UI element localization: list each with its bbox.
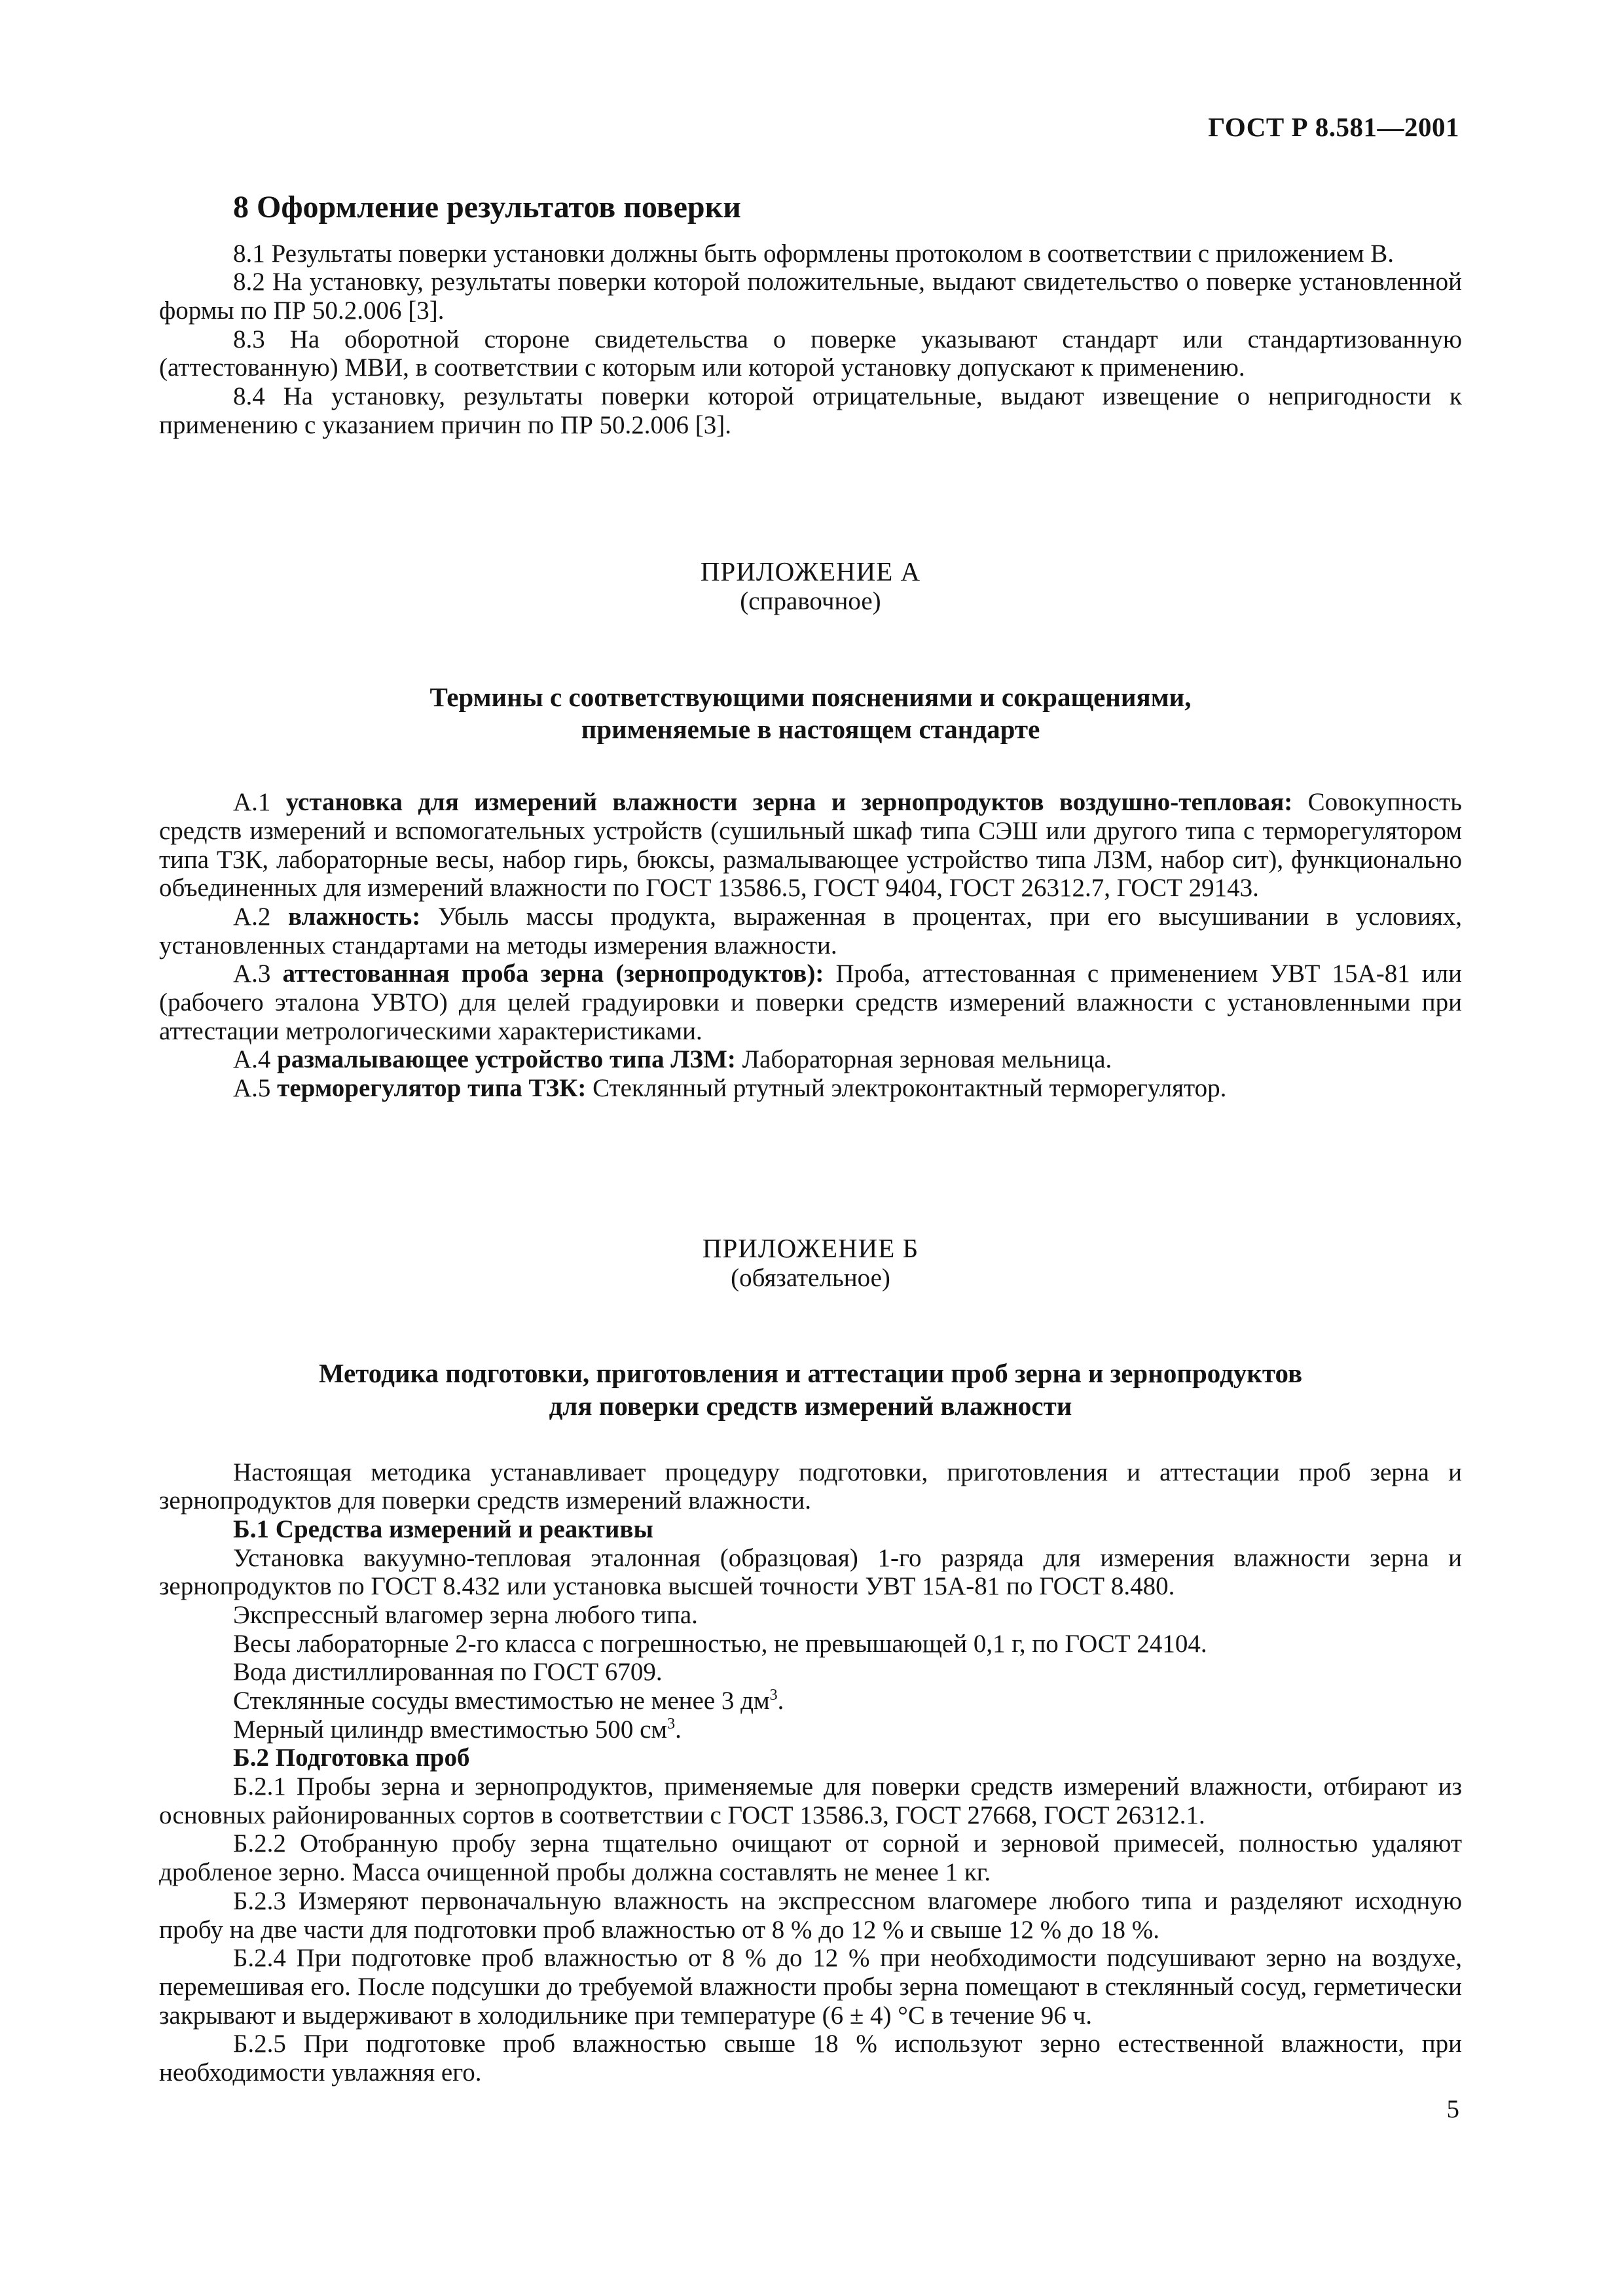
paragraph-b1-2: Экспрессный влагомер зерна любого типа. bbox=[233, 1601, 698, 1630]
term-definition: Стеклянный ртутный электроконтактный терморегулятор. bbox=[593, 1074, 1227, 1103]
appendix-b-title-line2: для поверки средств измерений влажности bbox=[549, 1390, 1072, 1421]
term-number: А.1 bbox=[233, 788, 271, 817]
paragraph-8-1: 8.1 Результаты поверки установки должны быть оформлены протоколом в соответствии с приложением В. bbox=[233, 239, 1395, 268]
term-number: А.3 bbox=[233, 960, 271, 988]
term-name: влажность: bbox=[287, 903, 421, 931]
appendix-a-title-line1: Термины с соответствующими пояснениями и сокращениями, bbox=[429, 682, 1192, 713]
paragraph-b1-6 bbox=[159, 1715, 1462, 1744]
term-a2 bbox=[159, 903, 1462, 960]
term-number: А.5 bbox=[233, 1074, 271, 1103]
paragraph-b2-4: Б.2.4 При подготовке проб влажностью от 8 % до 12 % при необходимости подсушивают зерно на воздухе, перемешивая его. После подсушки до требуемой влажности пробы зерна помещают в стеклянный сосуд, герметически закрывают и выдерживают в холодильнике при температуре (6 ± 4) °С в течение 96 ч. bbox=[159, 1944, 1462, 2030]
term-definition: Убыль массы продукта, выраженная в процентах, при его высушивании в условиях, установленных стандартами на методы измерения влажности. bbox=[159, 903, 1463, 960]
paragraph-b2-1: Б.2.1 Пробы зерна и зернопродуктов, применяемые для поверки средств измерений влажности, отбирают из основных районированных сортов в соответствии с ГОСТ 13586.3, ГОСТ 27668, ГОСТ 26312.1. bbox=[159, 1772, 1462, 1829]
section-b2-heading: Б.2 Подготовка проб bbox=[233, 1744, 470, 1772]
term-name: терморегулятор типа ТЗК: bbox=[277, 1074, 587, 1103]
period: . bbox=[777, 1687, 784, 1715]
term-definition: Совокупность средств измерений и вспомогательных устройств (сушильный шкаф типа СЭШ или другого типа с терморегулятором типа ТЗК, лабораторные весы, набор гирь, бюксы, размалывающее устройство типа ЛЗМ, набор сит), функционально объединенных для измерений влажности по ГОСТ 13586.5, ГОСТ 9404, ГОСТ 26312.7, ГОСТ 29143. bbox=[159, 788, 1462, 903]
term-number: А.4 bbox=[233, 1045, 271, 1074]
appendix-b-type: (обязательное) bbox=[731, 1263, 890, 1292]
paragraph-b1-6-text: Мерный цилиндр вместимостью 500 см bbox=[233, 1715, 668, 1744]
term-definition: Лабораторная зерновая мельница. bbox=[742, 1045, 1112, 1074]
superscript: 3 bbox=[667, 1715, 676, 1732]
appendix-b-title-line1: Методика подготовки, приготовления и аттестации проб зерна и зернопродуктов bbox=[318, 1358, 1303, 1389]
appendix-b-label: ПРИЛОЖЕНИЕ Б bbox=[702, 1232, 919, 1263]
page-number: 5 bbox=[1446, 2095, 1459, 2123]
term-name: установка для измерений влажности зерна и зернопродуктов воздушно-тепловая: bbox=[285, 788, 1293, 817]
section-b1-heading: Б.1 Средства измерений и реактивы bbox=[233, 1515, 653, 1544]
appendix-a-title-line2: применяемые в настоящем стандарте bbox=[581, 714, 1040, 745]
paragraph-8-3: 8.3 На оборотной стороне свидетельства о поверке указывают стандарт или стандартизованную (аттестованную) МВИ, в соответствии с которым или которой установку допускают к применению. bbox=[159, 325, 1462, 382]
paragraph-b2-3: Б.2.3 Измеряют первоначальную влажность на экспрессном влагомере любого типа и разделяют исходную пробу на две части для подготовки проб влажностью от 8 % до 12 % и свыше 12 % до 18 %. bbox=[159, 1886, 1462, 1944]
paragraph-b1-3: Весы лабораторные 2-го класса с погрешностью, не превышающей 0,1 г, по ГОСТ 24104. bbox=[233, 1629, 1207, 1658]
term-definition: Проба, аттестованная с применением УВТ 15А-81 или (рабочего эталона УВТО) для целей градуировки и поверки средств измерений влажности с установленными при аттестации метрологическими характеристиками. bbox=[159, 960, 1462, 1045]
paragraph-b1-5-text: Стеклянные сосуды вместимостью не менее 3 дм bbox=[233, 1687, 770, 1715]
term-a3 bbox=[159, 960, 1462, 1045]
section-8-title: 8 Оформление результатов поверки bbox=[233, 190, 741, 224]
document-header: ГОСТ Р 8.581—2001 bbox=[1208, 112, 1459, 142]
page-content bbox=[159, 190, 1462, 2087]
paragraph-b1-5 bbox=[159, 1687, 1462, 1715]
term-name: аттестованная проба зерна (зернопродуктов): bbox=[282, 960, 824, 988]
appendix-a-label: ПРИЛОЖЕНИЕ А bbox=[700, 556, 921, 587]
term-name: размалывающее устройство типа ЛЗМ: bbox=[277, 1045, 736, 1074]
paragraph-b1-1: Установка вакуумно-тепловая эталонная (образцовая) 1-го разряда для измерения влажности зерна и зернопродуктов по ГОСТ 8.432 или установка высшей точности УВТ 15А-81 по ГОСТ 8.480. bbox=[159, 1543, 1462, 1601]
superscript: 3 bbox=[769, 1687, 778, 1704]
paragraph-8-2: 8.2 На установку, результаты поверки которой положительные, выдают свидетельство о поверке установленной формы по ПР 50.2.006 [3]. bbox=[159, 268, 1462, 325]
paragraph-b2-2: Б.2.2 Отобранную пробу зерна тщательно очищают от сорной и зерновой примесей, полностью удаляют дробленое зерно. Масса очищенной пробы должна составлять не менее 1 кг. bbox=[159, 1829, 1462, 1887]
term-number: А.2 bbox=[233, 903, 271, 931]
term-a4 bbox=[159, 1045, 1462, 1074]
appendix-b-intro: Настоящая методика устанавливает процедуру подготовки, приготовления и аттестации проб зерна и зернопродуктов для поверки средств измерений влажности. bbox=[159, 1458, 1462, 1515]
term-a1 bbox=[159, 788, 1462, 903]
period: . bbox=[675, 1715, 682, 1744]
paragraph-b2-5: Б.2.5 При подготовке проб влажностью свыше 18 % используют зерно естественной влажности, при необходимости увлажняя его. bbox=[159, 2030, 1462, 2087]
term-a5 bbox=[159, 1074, 1462, 1103]
paragraph-8-4: 8.4 На установку, результаты поверки которой отрицательные, выдают извещение о непригодности к применению с указанием причин по ПР 50.2.006 [3]. bbox=[159, 382, 1462, 439]
appendix-a-type: (справочное) bbox=[740, 587, 881, 616]
paragraph-b1-4: Вода дистиллированная по ГОСТ 6709. bbox=[233, 1658, 663, 1687]
